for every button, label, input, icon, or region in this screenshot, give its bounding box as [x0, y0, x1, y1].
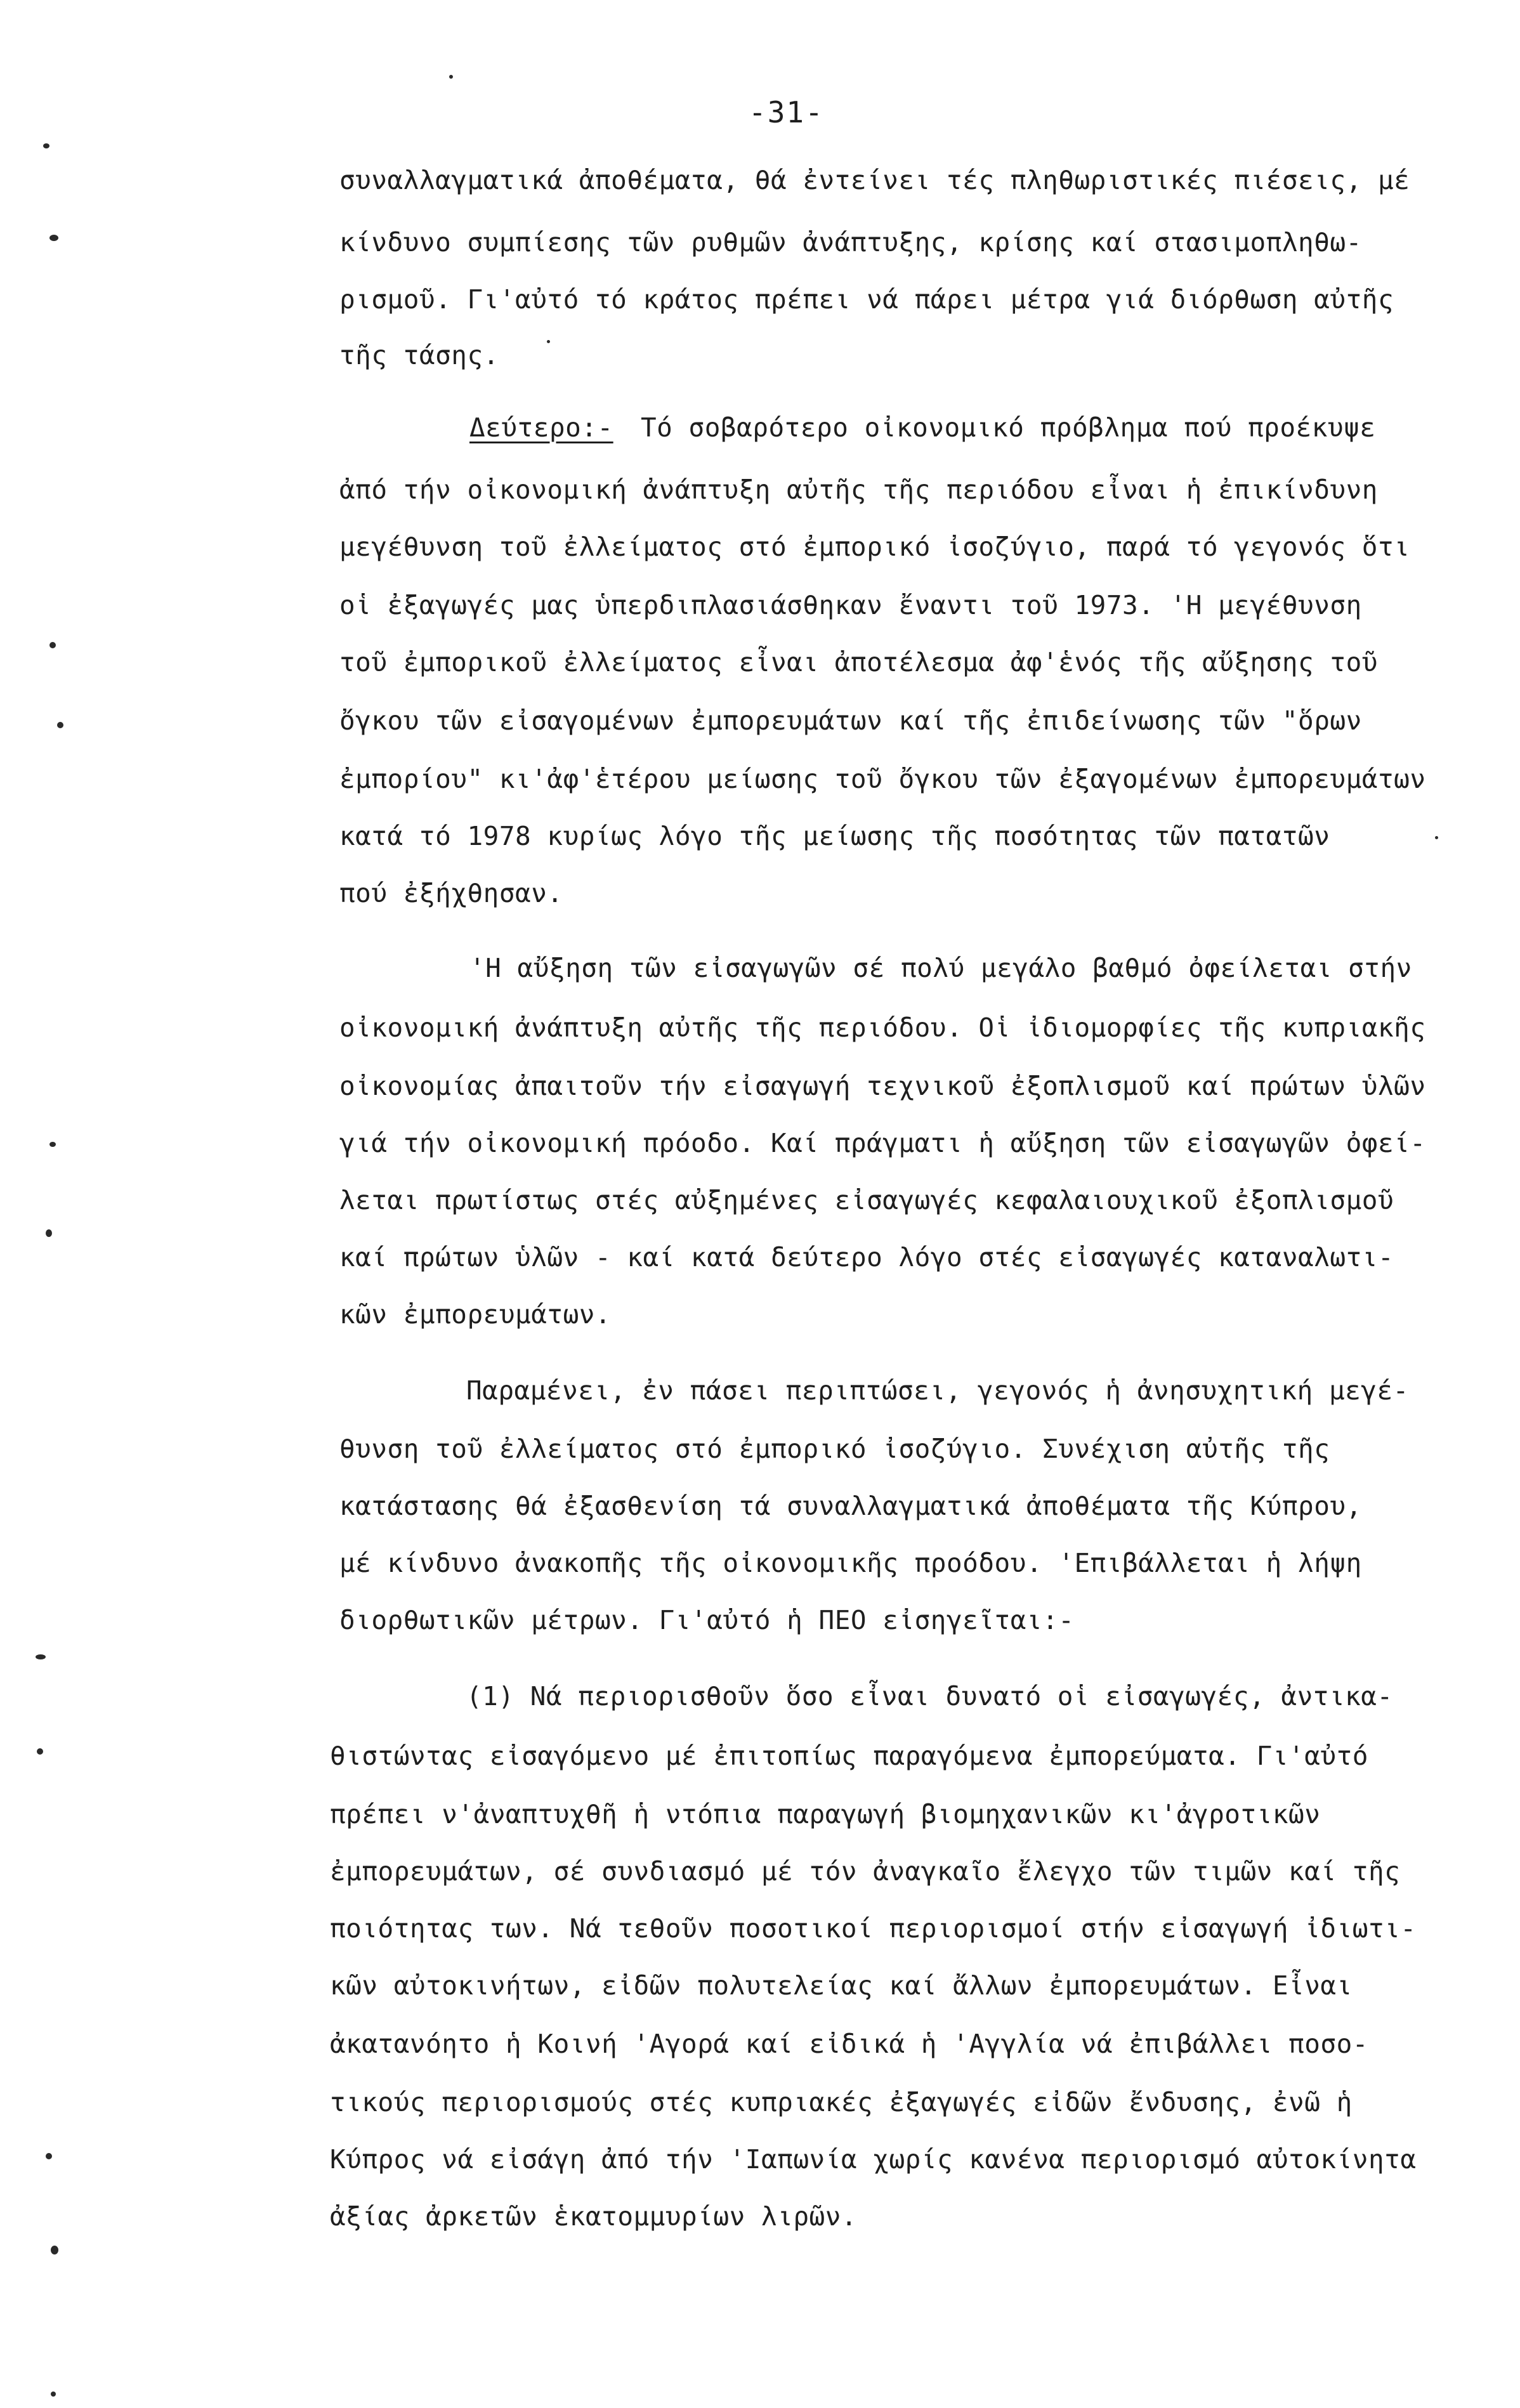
text-line: τοῦ ἐμπορικοῦ ἐλλείματος εἶναι ἀποτέλεσμα ἀφ'ἑνός τῆς αὔξησης τοῦ: [339, 647, 1378, 677]
scan-speck: [1435, 836, 1438, 839]
scan-speck: [49, 1142, 56, 1147]
page-number: -31-: [749, 95, 824, 129]
text-line: θυνση τοῦ ἐλλείματος στό ἐμπορικό ἰσοζύγιο. Συνέχιση αὐτῆς τῆς: [339, 1434, 1330, 1464]
text-line: κίνδυνο συμπίεσης τῶν ρυθμῶν ἀνάπτυξης, κρίσης καί στασιμοπληθω-: [339, 227, 1362, 258]
text-line: 'Η αὔξηση τῶν εἰσαγωγῶν σέ πολύ μεγάλο βαθμό ὀφείλεται στήν: [469, 953, 1412, 983]
scan-speck: [36, 1654, 46, 1659]
text-line: κῶν ἐμπορευμάτων.: [339, 1299, 612, 1330]
text-line: ἐμπορίου" κι'ἀφ'ἑτέρου μείωσης τοῦ ὄγκου τῶν ἐξαγομένων ἐμπορευμάτων: [339, 764, 1426, 794]
text-line: λεται πρωτίστως στές αὐξημένες εἰσαγωγές κεφαλαιουχικοῦ ἐξοπλισμοῦ: [339, 1185, 1394, 1215]
text-line: ἀπό τήν οἰκονομική ἀνάπτυξη αὐτῆς τῆς περιόδου εἶναι ἡ ἐπικίνδυνη: [339, 474, 1378, 505]
text-line: ἀκατανόητο ἡ Κοινή 'Αγορά καί εἰδικά ἡ 'Αγγλία νά ἐπιβάλλει ποσο-: [330, 2029, 1368, 2059]
text-line: κατάστασης θά ἐξασθενίση τά συναλλαγματικά ἀποθέματα τῆς Κύπρου,: [339, 1491, 1362, 1521]
text-line: Τό σοβαρότερο οἰκονομικό πρόβλημα πού προέκυψε: [641, 412, 1376, 443]
scan-speck: [43, 143, 49, 148]
scan-speck: [547, 340, 550, 343]
text-line: καί πρώτων ὑλῶν - καί κατά δεύτερο λόγο στές εἰσαγωγές καταναλωτι-: [339, 1242, 1394, 1273]
text-line: ρισμοῦ. Γι'αὐτό τό κράτος πρέπει νά πάρει μέτρα γιά διόρθωση αὐτῆς: [339, 284, 1394, 315]
text-line: γιά τήν οἰκονομική πρόοδο. Καί πράγματι ἡ αὔξηση τῶν εἰσαγωγῶν ὀφεί-: [339, 1128, 1426, 1158]
text-line: τικούς περιορισμούς στές κυπριακές ἐξαγωγές εἰδῶν ἔνδυσης, ἐνῶ ἡ: [330, 2087, 1353, 2117]
scan-speck: [51, 2246, 58, 2254]
text-line: οἰκονομική ἀνάπτυξη αὐτῆς τῆς περιόδου. Οἱ ἰδιομορφίες τῆς κυπριακῆς: [339, 1012, 1426, 1043]
text-line: τῆς τάσης.: [339, 340, 499, 370]
scan-speck: [37, 1748, 43, 1755]
section-heading: Δεύτερο:-: [469, 412, 613, 443]
text-line: οἱ ἐξαγωγές μας ὑπερδιπλασιάσθηκαν ἔναντι τοῦ 1973. 'Η μεγέθυνση: [339, 590, 1362, 620]
scan-speck: [46, 1229, 52, 1237]
text-line: κατά τό 1978 κυρίως λόγο τῆς μείωσης τῆς ποσότητας τῶν πατατῶν: [339, 821, 1330, 851]
text-line: θιστώντας εἰσαγόμενο μέ ἐπιτοπίως παραγόμενα ἐμπορεύματα. Γι'αὐτό: [330, 1741, 1368, 1771]
text-line: ὄγκου τῶν εἰσαγομένων ἐμπορευμάτων καί τῆς ἐπιδείνωσης τῶν "ὅρων: [339, 705, 1362, 736]
text-line: Κύπρος νά εἰσάγη ἀπό τήν 'Ιαπωνία χωρίς κανένα περιορισμό αὐτοκίνητα: [330, 2144, 1417, 2175]
text-line: μεγέθυνση τοῦ ἐλλείματος στό ἐμπορικό ἰσοζύγιο, παρά τό γεγονός ὅτι: [339, 532, 1410, 562]
text-line: κῶν αὐτοκινήτων, εἰδῶν πολυτελείας καί ἄλλων ἐμπορευμάτων. Εἶναι: [330, 1970, 1353, 2001]
text-line: ἐμπορευμάτων, σέ συνδιασμό μέ τόν ἀναγκαῖο ἔλεγχο τῶν τιμῶν καί τῆς: [330, 1856, 1401, 1887]
text-line: ποιότητας των. Νά τεθοῦν ποσοτικοί περιορισμοί στήν εἰσαγωγή ἰδιωτι-: [330, 1913, 1417, 1944]
scan-speck: [57, 722, 63, 728]
scan-speck: [51, 2392, 56, 2397]
text-line: οἰκονομίας ἀπαιτοῦν τήν εἰσαγωγή τεχνικοῦ ἐξοπλισμοῦ καί πρώτων ὑλῶν: [339, 1071, 1426, 1101]
text-line: Παραμένει, ἐν πάσει περιπτώσει, γεγονός ἡ ἀνησυχητική μεγέ-: [466, 1375, 1409, 1406]
text-line: πού ἐξήχθησαν.: [339, 878, 563, 908]
scan-speck: [46, 2153, 52, 2159]
text-line: συναλλαγματικά ἀποθέματα, θά ἐντείνει τές πληθωριστικές πιέσεις, μέ: [339, 165, 1410, 195]
scan-speck: [49, 642, 56, 648]
text-line: μέ κίνδυνο ἀνακοπῆς τῆς οἰκονομικῆς προόδου. 'Επιβάλλεται ἡ λήψη: [339, 1548, 1362, 1578]
scan-speck: [49, 235, 58, 241]
text-line: διορθωτικῶν μέτρων. Γι'αὐτό ἡ ΠΕΟ εἰσηγεῖται:-: [339, 1605, 1075, 1635]
scan-speck: [449, 75, 453, 79]
text-line: ἀξίας ἀρκετῶν ἑκατομμυρίων λιρῶν.: [330, 2201, 858, 2232]
text-line: πρέπει ν'ἀναπτυχθῆ ἡ ντόπια παραγωγή βιομηχανικῶν κι'ἀγροτικῶν: [330, 1799, 1321, 1829]
text-line: (1) Νά περιορισθοῦν ὅσο εἶναι δυνατό οἱ εἰσαγωγές, ἀντικα-: [466, 1681, 1393, 1711]
